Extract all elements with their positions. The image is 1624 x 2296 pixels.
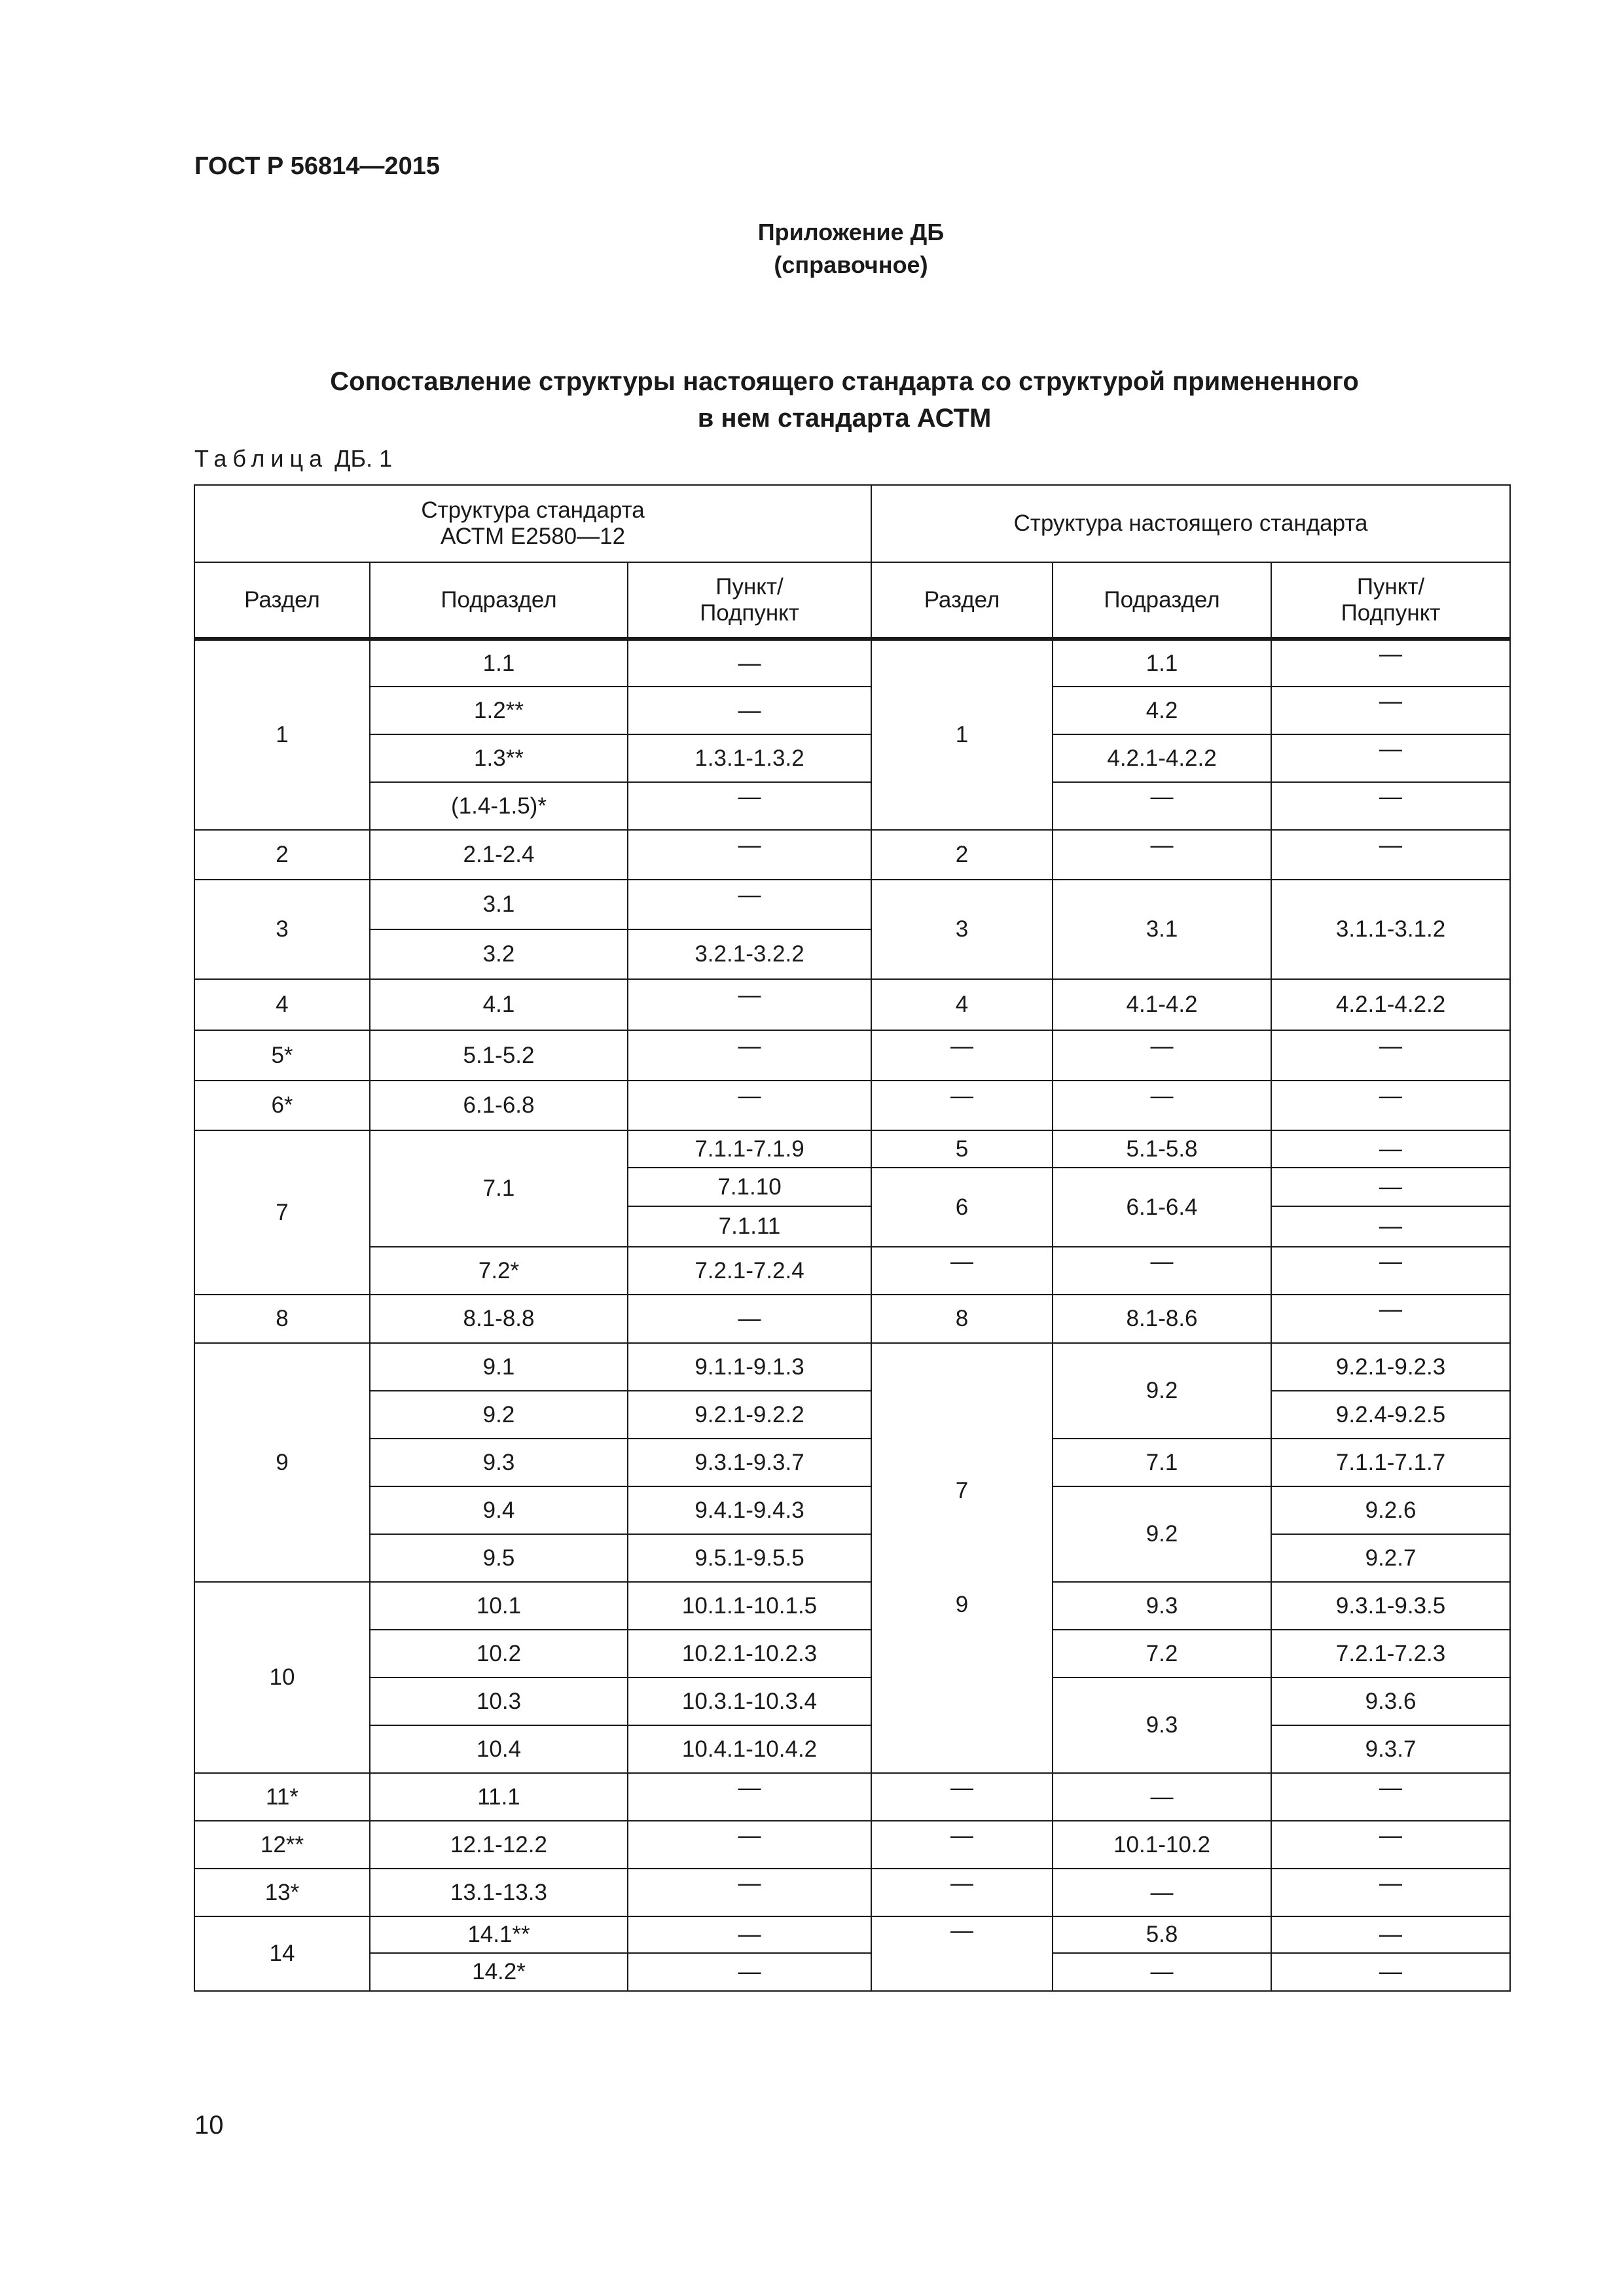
cell: 9.2.7 [1271,1534,1510,1582]
table-row [194,639,1510,687]
cell: 5.1-5.2 [370,1030,628,1081]
cell: 11.1 [370,1773,628,1821]
cell: 6.1-6.4 [1053,1168,1271,1247]
cell: 5* [194,1030,370,1081]
cell: 12.1-12.2 [370,1821,628,1869]
cell: 9.2.4-9.2.5 [1271,1391,1510,1439]
header-section: Раздел [194,562,370,639]
table-row [194,830,1510,880]
cell: 3.1 [1053,880,1271,979]
table-row [194,1630,1510,1677]
cell: 9.1.1-9.1.3 [628,1343,871,1391]
table-row [194,979,1510,1030]
cell: 7.1 [370,1130,628,1247]
cell: 9.3 [1053,1677,1271,1773]
cell: — [628,1081,871,1130]
table-row [194,1081,1510,1130]
cell: — [871,1081,1053,1130]
cell: 4.2.1-4.2.2 [1271,979,1510,1030]
cell: 7.1.10 [628,1168,871,1206]
cell: 6* [194,1081,370,1130]
cell: 13.1-13.3 [370,1869,628,1916]
cell: (1.4-1.5)* [370,782,628,830]
cell: 10.1-10.2 [1053,1821,1271,1869]
header-subsection: Подраздел [1053,562,1271,639]
cell: 3 [194,880,370,979]
cell: 9.3.6 [1271,1677,1510,1725]
table-row [194,1534,1510,1582]
header-clause: Пункт/ Подпункт [628,562,871,639]
cell: — [1053,1869,1271,1916]
table-row [194,687,1510,734]
cell: 5 [871,1130,1053,1168]
cell: 1.1 [370,639,628,687]
cell: — [628,830,871,880]
table-row [194,880,1510,929]
cell: — [1271,1821,1510,1869]
cell: — [1271,1295,1510,1343]
cell: 7.1.1-7.1.7 [1271,1439,1510,1486]
cell: 10.1.1-10.1.5 [628,1582,871,1630]
annex-heading [0,216,1624,281]
table-row [194,1869,1510,1916]
cell: 4.1-4.2 [1053,979,1271,1030]
cell: — [1053,1773,1271,1821]
cell: 14.2* [370,1953,628,1991]
header-section: Раздел [871,562,1053,639]
table-row [194,1725,1510,1773]
cell: 7.1.1-7.1.9 [628,1130,871,1168]
cell: — [1271,1081,1510,1130]
cell: 7.2.1-7.2.3 [1271,1630,1510,1677]
table-row [194,1486,1510,1534]
table-row [194,1247,1510,1295]
table-label-number: ДБ. 1 [334,445,393,472]
cell: — [871,1821,1053,1869]
cell: — [628,687,871,734]
cell: — [1053,1081,1271,1130]
cell: 13* [194,1869,370,1916]
cell: 9.2 [1053,1343,1271,1439]
cell: — [1271,1130,1510,1168]
cell: 7 [194,1130,370,1295]
cell: — [1053,1030,1271,1081]
cell: — [1271,1916,1510,1953]
cell: — [628,782,871,830]
cell: — [1053,830,1271,880]
cell: — [1271,782,1510,830]
cell: — [871,1869,1053,1916]
cell: — [628,1030,871,1081]
cell: — [628,880,871,929]
caption-line-1: Сопоставление структуры настоящего стандарта со структурой примененного [330,367,1359,396]
cell: 3 [871,880,1053,979]
comparison-table [194,484,1511,1992]
cell: 5.1-5.8 [1053,1130,1271,1168]
cell: 8.1-8.6 [1053,1295,1271,1343]
table-row [194,1821,1510,1869]
cell: 9.3.1-9.3.7 [628,1439,871,1486]
cell: 7.1 [1053,1439,1271,1486]
cell: 10.4.1-10.4.2 [628,1725,871,1773]
cell: — [628,979,871,1030]
table-row [194,734,1510,782]
table-row [194,782,1510,830]
document-code: ГОСТ Р 56814—2015 [194,152,440,180]
cell: 9.4.1-9.4.3 [628,1486,871,1534]
cell: 4 [871,979,1053,1030]
cell: 11* [194,1773,370,1821]
cell: — [1053,1953,1271,1991]
cell: — [1271,1168,1510,1206]
cell: — [1271,639,1510,687]
cell: 9.2 [370,1391,628,1439]
cell: — [871,1247,1053,1295]
cell: — [871,1916,1053,1991]
cell: — [1271,830,1510,880]
cell: — [1053,782,1271,830]
table-header-groups [194,485,1510,562]
cell: 7.2.1-7.2.4 [628,1247,871,1295]
cell: — [1271,734,1510,782]
cell: 3.1 [370,880,628,929]
header-clause: Пункт/ Подпункт [1271,562,1510,639]
table-row [194,1439,1510,1486]
table-row [194,1030,1510,1081]
cell: — [628,1869,871,1916]
cell: 10 [194,1582,370,1773]
cell: — [628,1953,871,1991]
cell: 2 [194,830,370,880]
annex-title: Приложение ДБ [757,219,945,245]
table-label-word: Таблица [194,445,329,472]
cell: 6.1-6.8 [370,1081,628,1130]
cell: 9.2 [1053,1486,1271,1582]
table-row [194,1343,1510,1391]
cell: 9.1 [370,1343,628,1391]
cell: 8.1-8.8 [370,1295,628,1343]
caption-line-2: в нем стандарта АСТМ [697,404,992,433]
cell: 14 [194,1916,370,1991]
cell: 8 [194,1295,370,1343]
cell: — [628,1916,871,1953]
table-row [194,1391,1510,1439]
cell: 8 [871,1295,1053,1343]
cell: 9.2.1-9.2.3 [1271,1343,1510,1391]
cell: 2.1-2.4 [370,830,628,880]
cell: 10.4 [370,1725,628,1773]
table-row [194,1953,1510,1991]
cell: 10.2.1-10.2.3 [628,1630,871,1677]
cell: — [628,1773,871,1821]
cell: — [1271,1953,1510,1991]
table-caption [190,363,1499,437]
table-row [194,1295,1510,1343]
cell: 1 [871,639,1053,830]
cell: 9 [194,1343,370,1582]
cell: 9.2.1-9.2.2 [628,1391,871,1439]
table-row [194,1582,1510,1630]
cell: 4.2.1-4.2.2 [1053,734,1271,782]
cell: 10.2 [370,1630,628,1677]
cell: 7 [871,1343,1053,1582]
table-label [194,445,392,473]
cell: — [1053,1247,1271,1295]
page-number: 10 [194,2111,224,2140]
cell: — [871,1773,1053,1821]
cell: 9.2.6 [1271,1486,1510,1534]
cell: — [1271,1247,1510,1295]
table-header-columns [194,562,1510,639]
cell: 9 [871,1582,1053,1773]
cell: 9.3.1-9.3.5 [1271,1582,1510,1630]
cell: 3.2 [370,929,628,979]
cell: — [628,639,871,687]
cell: — [628,1821,871,1869]
table-row [194,1773,1510,1821]
cell: 7.1.11 [628,1206,871,1247]
table-row [194,1677,1510,1725]
cell: 10.1 [370,1582,628,1630]
cell: 9.3 [1053,1582,1271,1630]
cell: — [1271,1869,1510,1916]
cell: 14.1** [370,1916,628,1953]
cell: 3.1.1-3.1.2 [1271,880,1510,979]
cell: 1.3** [370,734,628,782]
cell: 1.2** [370,687,628,734]
cell: 9.3.7 [1271,1725,1510,1773]
cell: 4.1 [370,979,628,1030]
cell: 6 [871,1168,1053,1247]
cell: — [628,1295,871,1343]
cell: 9.5 [370,1534,628,1582]
header-current-structure: Структура настоящего стандарта [871,485,1510,562]
cell: 7.2* [370,1247,628,1295]
header-astm-structure: Структура стандарта АСТМ Е2580—12 [194,485,871,562]
cell: 12** [194,1821,370,1869]
cell: — [1271,1030,1510,1081]
cell: 9.4 [370,1486,628,1534]
annex-kind: (справочное) [774,251,928,278]
header-subsection: Подраздел [370,562,628,639]
cell: 9.5.1-9.5.5 [628,1534,871,1582]
cell: — [871,1030,1053,1081]
cell: 10.3 [370,1677,628,1725]
cell: 3.2.1-3.2.2 [628,929,871,979]
cell: — [1271,1773,1510,1821]
cell: 7.2 [1053,1630,1271,1677]
cell: 1.3.1-1.3.2 [628,734,871,782]
cell: 2 [871,830,1053,880]
cell: — [1271,1206,1510,1247]
cell: 4.2 [1053,687,1271,734]
cell: 4 [194,979,370,1030]
cell: 9.3 [370,1439,628,1486]
cell: — [1271,687,1510,734]
cell: 5.8 [1053,1916,1271,1953]
cell: 1 [194,639,370,830]
table-row [194,1130,1510,1168]
table-row [194,1916,1510,1953]
cell: 10.3.1-10.3.4 [628,1677,871,1725]
cell: 1.1 [1053,639,1271,687]
